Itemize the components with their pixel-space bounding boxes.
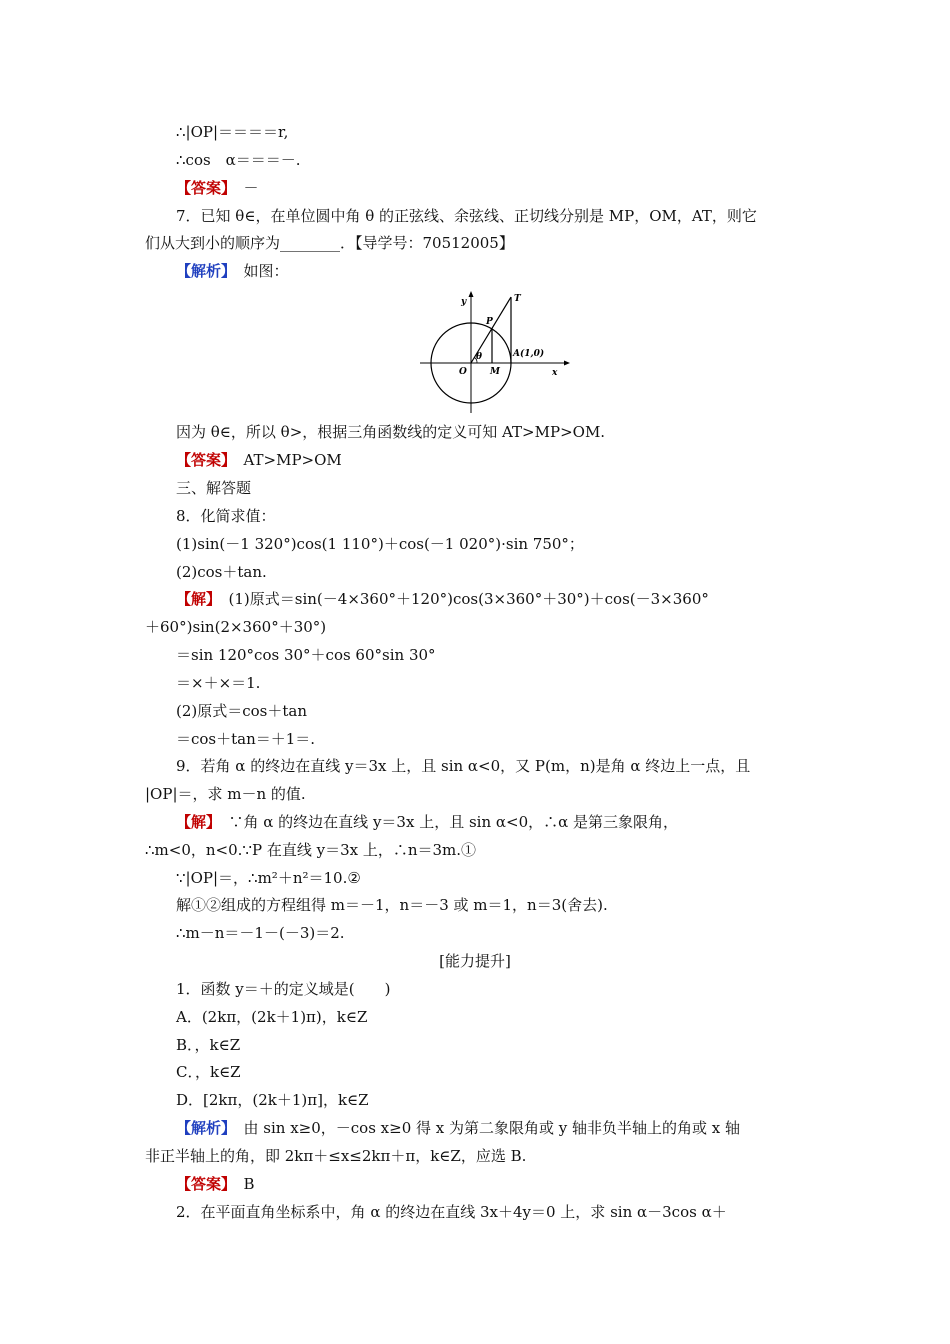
text-line: ＋60°)sin(2×360°＋30°) <box>145 618 327 636</box>
solution-text: ∵角 α 的终边在直线 y＝3x 上，且 sin α<0，∴α 是第三象限角， <box>213 813 679 831</box>
x-axis-arrow-icon <box>564 361 570 366</box>
solution-line <box>176 589 709 609</box>
option-a: A．(2kπ，(2k＋1)π)，k∈Z <box>176 1008 368 1026</box>
text-line: ＝cos＋tan＝＋1＝. <box>176 730 316 748</box>
question-9-line-1: 9．若角 α 的终边在直线 y＝3x 上，且 sin α<0，又 P(m，n)是角 α 终边上一点，且 <box>176 757 751 775</box>
label-A: A(1,0) <box>513 349 545 359</box>
solution-line <box>176 812 678 832</box>
text-line: (1)sin(－1 320°)cos(1 110°)＋cos(－1 020°)·sin 750°； <box>176 535 584 553</box>
text-line: 因为 θ∈，所以 θ>，根据三角函数线的定义可知 AT>MP>OM. <box>176 423 606 441</box>
text-line: ＝×＋×＝1. <box>176 674 261 692</box>
answer-text: － <box>228 179 259 197</box>
y-axis-arrow-icon <box>469 291 474 297</box>
answer-text: B <box>228 1175 255 1193</box>
option-c: C．，k∈Z <box>176 1063 241 1081</box>
analysis-text: 由 sin x≥0，－cos x≥0 得 x 为第二象限角或 y 轴非负半轴上的角或 x 轴 <box>228 1119 741 1137</box>
solution-tag: 【解】 <box>176 590 214 608</box>
answer-tag: 【答案】 <box>176 179 229 197</box>
option-b: B．，k∈Z <box>176 1036 241 1054</box>
analysis-line <box>176 261 289 281</box>
analysis-tag: 【解析】 <box>176 1119 229 1137</box>
answer-line <box>176 1174 255 1194</box>
answer-line <box>176 450 342 470</box>
text-line: ∴cos α＝＝＝－. <box>176 151 301 169</box>
text-line: ∴|OP|＝＝＝＝r, <box>176 123 289 141</box>
answer-tag: 【答案】 <box>176 1175 229 1193</box>
text-line: (2)原式＝cos＋tan <box>176 702 308 720</box>
text-line: ∵|OP|＝，∴m²＋n²＝10.② <box>176 869 361 887</box>
analysis-line <box>176 1118 740 1138</box>
answer-tag: 【答案】 <box>176 451 229 469</box>
label-P: P <box>486 317 493 327</box>
label-O: O <box>459 367 467 377</box>
unit-circle-diagram <box>420 289 570 415</box>
text-line: ∴m－n＝－1－(－3)＝2. <box>176 924 345 942</box>
answer-text: AT>MP>OM <box>228 451 342 469</box>
solution-text: (1)原式＝sin(－4×360°＋120°)cos(3×360°＋30°)＋cos(－3×360° <box>213 590 709 608</box>
text-line: ＝sin 120°cos 30°＋cos 60°sin 30° <box>176 646 436 664</box>
question-1: 1．函数 y＝＋的定义域是( ) <box>176 980 391 998</box>
text-line: 解①②组成的方程组得 m＝－1，n＝－3 或 m＝1，n＝3(舍去). <box>176 896 608 914</box>
label-M: M <box>490 367 500 377</box>
question-8: 8．化简求值： <box>176 507 276 525</box>
text-line: ∴m<0，n<0.∵P 在直线 y＝3x 上，∴n＝3m.① <box>145 841 477 859</box>
option-d: D．[2kπ，(2k＋1)π]，k∈Z <box>176 1091 369 1109</box>
analysis-text: 如图： <box>228 262 289 280</box>
text-line: (2)cos＋tan. <box>176 563 267 581</box>
text-line: 非正半轴上的角，即 2kπ＋≤x≤2kπ＋π，k∈Z，应选 B. <box>145 1147 527 1165</box>
section-heading: 三、解答题 <box>176 479 252 497</box>
question-2: 2．在平面直角坐标系中，角 α 的终边在直线 3x＋4y＝0 上，求 sin α－3cos α＋ <box>176 1203 727 1221</box>
label-theta: θ <box>476 352 483 362</box>
label-T: T <box>514 294 521 304</box>
label-x: x <box>552 368 558 378</box>
question-7-line-2: 们从大到小的顺序为________．【导学号：70512005】 <box>145 234 514 252</box>
answer-line <box>176 178 259 198</box>
question-9-line-2: |OP|＝，求 m－n 的值. <box>145 785 306 803</box>
label-y: y <box>461 297 467 307</box>
solution-tag: 【解】 <box>176 813 214 831</box>
question-7-line-1: 7．已知 θ∈，在单位圆中角 θ 的正弦线、余弦线、正切线分别是 MP，OM，AT，则它 <box>176 207 757 225</box>
analysis-tag: 【解析】 <box>176 262 229 280</box>
section-heading: [能力提升] <box>439 952 511 970</box>
